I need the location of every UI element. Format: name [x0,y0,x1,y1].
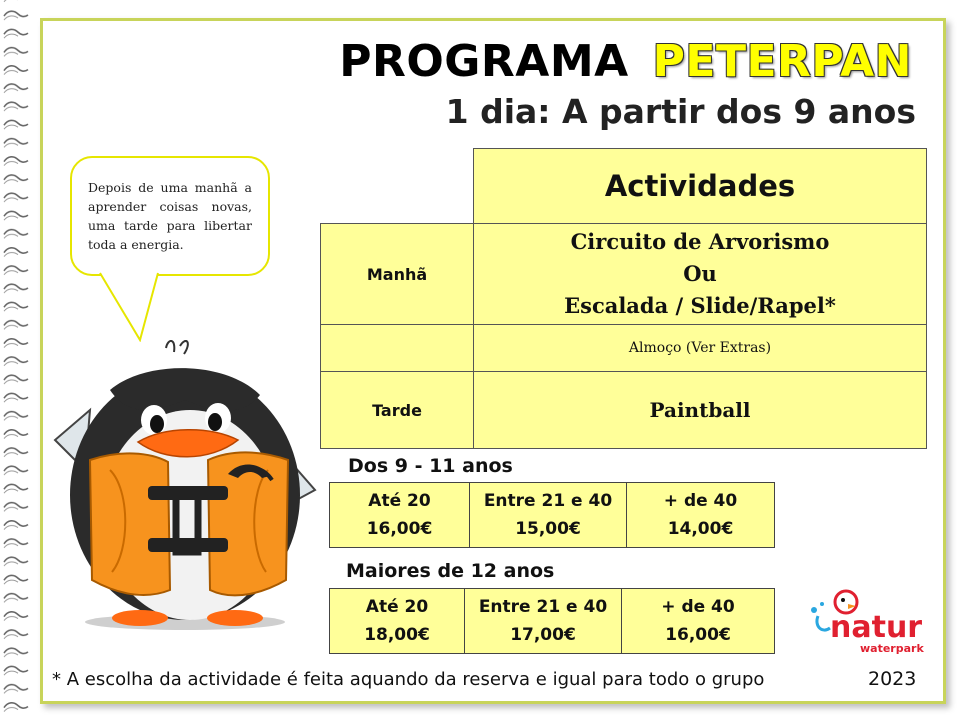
lunch-empty-cell [321,325,474,372]
tier-label: Até 20 [368,491,431,511]
morning-activity-line: Circuito de Arvorismo [570,229,830,254]
morning-activity-line: Escalada / Slide/Rapel* [564,293,836,318]
penguin-mascot-illustration [50,340,320,630]
price-tier [465,589,622,654]
morning-activities [474,224,927,325]
tier-price: 15,00€ [515,519,581,539]
page-subtitle: 1 dia: A partir dos 9 anos [445,92,916,131]
price-row [330,589,775,654]
price-table-12-plus [329,588,775,654]
tier-price: 16,00€ [366,519,433,539]
tier-label: Entre 21 e 40 [483,491,613,511]
notebook-spiral [0,0,36,720]
price-table-9-11 [329,482,775,548]
logo-subtext: waterpark [860,642,924,655]
logo-wordmark: natur [830,610,923,645]
tier-price: 17,00€ [510,625,576,645]
afternoon-activity: Paintball [474,372,927,449]
price-tier [470,483,627,548]
price-group-title: Dos 9 - 11 anos [348,455,513,477]
title-prefix: PROGRAMA [339,36,629,87]
tier-price: 16,00€ [665,625,731,645]
afternoon-row [321,372,927,449]
price-tier [330,483,470,548]
morning-row [321,224,927,325]
activities-table [320,148,927,449]
page-title [339,36,912,87]
afternoon-label: Tarde [321,372,474,449]
tier-label: Até 20 [365,597,429,617]
price-tier [627,483,775,548]
tier-price: 18,00€ [364,625,430,645]
year-label: 2023 [868,668,917,690]
activities-header: Actividades [474,149,927,224]
speech-bubble-tail [80,272,200,342]
price-tier [622,589,775,654]
empty-cell [321,149,474,224]
tier-label: + de 40 [661,597,735,617]
tier-price: 14,00€ [667,519,734,539]
morning-activity-line: Ou [683,261,717,286]
tier-label: + de 40 [663,491,738,511]
tier-label: Entre 21 e 40 [478,597,608,617]
price-row [330,483,775,548]
natur-waterpark-logo [808,582,936,664]
activities-header-row [321,149,927,224]
lunch-row [321,325,927,372]
price-group-title: Maiores de 12 anos [346,560,555,582]
footnote: * A escolha da actividade é feita aquando da reserva e igual para todo o grupo [52,669,765,690]
price-tier [330,589,465,654]
lunch-text: Almoço (Ver Extras) [474,325,927,372]
morning-label: Manhã [321,224,474,325]
title-name: PETERPAN [652,36,912,87]
speech-bubble: Depois de uma manhã a aprender coisas novas, uma tarde para libertar toda a energia. [70,156,270,276]
